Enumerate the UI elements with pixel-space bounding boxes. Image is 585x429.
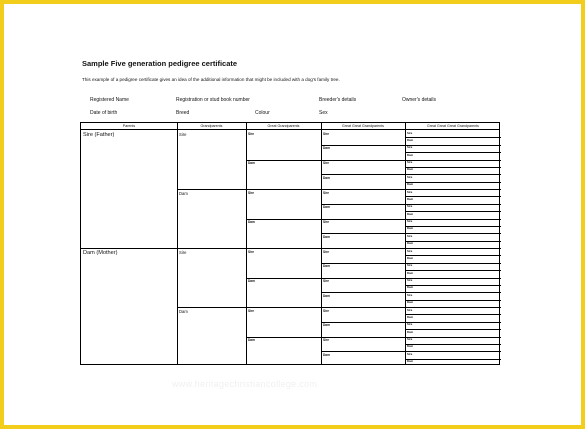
row-divider [177,189,501,190]
row-divider [246,337,501,338]
great-great-grandparent-label: Sire [323,131,330,136]
row-divider [246,160,501,161]
row-divider [405,182,501,183]
great-great-great-grandparent-label: Dam [407,226,414,231]
great-great-great-grandparent-label: Sire [407,233,413,238]
field-registered-name: Registered Name [90,97,129,103]
row-divider [405,285,501,286]
row-divider [177,307,501,308]
row-divider [405,226,501,227]
column-header-grandparents: Grandparents [200,124,223,128]
row-divider [405,196,501,197]
great-great-great-grandparent-label: Dam [407,285,414,290]
great-grandparent-label: Dam [248,338,255,343]
great-great-grandparent-label: Dam [323,205,330,210]
parent-label: Dam (Mother) [83,249,118,256]
great-great-great-grandparent-label: Dam [407,359,414,364]
row-divider [405,167,501,168]
great-great-grandparent-label: Sire [323,249,330,254]
field-date-of-birth: Date of birth [90,110,118,116]
great-grandparent-label: Sire [248,131,255,136]
great-great-great-grandparent-label: Sire [407,204,413,209]
great-great-grandparent-label: Dam [323,293,330,298]
great-great-great-grandparent-label: Sire [407,174,413,179]
row-divider [405,211,501,212]
great-grandparent-label: Sire [248,249,255,254]
pedigree-table [80,122,500,365]
row-divider [405,344,501,345]
great-great-great-grandparent-label: Sire [407,337,413,342]
row-divider [405,152,501,153]
great-great-great-grandparent-label: Sire [407,219,413,224]
parent-label: Sire (Father) [83,131,115,138]
great-grandparent-label: Dam [248,279,255,284]
column-header-parents: Parents [122,124,136,128]
great-grandparent-label: Sire [248,308,255,313]
great-great-grandparent-label: Dam [323,146,330,151]
great-great-grandparent-label: Dam [323,175,330,180]
great-grandparent-label: Dam [248,161,255,166]
great-great-great-grandparent-label: Dam [407,344,414,349]
great-great-great-grandparent-label: Sire [407,263,413,268]
great-great-great-grandparent-label: Dam [407,196,414,201]
column-header-great-great-grandparents: Great Great Grandparents [342,124,384,128]
column-divider [177,123,178,364]
great-great-great-grandparent-label: Dam [407,314,414,319]
great-great-grandparent-label: Sire [323,338,330,343]
field-breed: Breed [176,110,190,116]
grandparent-label: Dam [179,308,188,314]
great-great-great-grandparent-label: Sire [407,351,413,356]
great-great-great-grandparent-label: Sire [407,145,413,150]
great-great-great-grandparent-label: Dam [407,137,414,142]
great-grandparent-label: Dam [248,220,255,225]
great-great-grandparent-label: Dam [323,264,330,269]
great-great-great-grandparent-label: Sire [407,307,413,312]
great-great-great-grandparent-label: Dam [407,270,414,275]
row-divider [405,241,501,242]
row-divider [246,278,501,279]
table-header-row [81,123,499,130]
great-great-great-grandparent-label: Sire [407,292,413,297]
great-great-great-grandparent-label: Sire [407,160,413,165]
column-header-great-great-great-grandparents: Great Great Great Grandparents [427,124,479,128]
grandparent-label: Sire [179,249,187,255]
great-great-great-grandparent-label: Dam [407,241,414,246]
great-great-great-grandparent-label: Sire [407,248,413,253]
great-great-great-grandparent-label: Dam [407,211,414,216]
great-great-great-grandparent-label: Dam [407,152,414,157]
great-great-grandparent-label: Sire [323,161,330,166]
row-divider [246,219,501,220]
row-divider [405,329,501,330]
great-great-great-grandparent-label: Dam [407,255,414,260]
column-header-great-grandparents: Great Grandparents [267,124,300,128]
row-divider [405,359,501,360]
field-colour: Colour [255,110,270,116]
field-owner-details: Owner's details [402,97,437,103]
great-grandparent-label: Sire [248,190,255,195]
row-divider [405,314,501,315]
great-great-grandparent-label: Sire [323,220,330,225]
field-registration-number: Registration or stud book number [176,97,250,103]
row-divider [405,270,501,271]
grandparent-label: Dam [179,190,188,196]
row-divider [405,137,501,138]
great-great-grandparent-label: Dam [323,234,330,239]
certificate-page [4,4,581,425]
great-great-grandparent-label: Dam [323,352,330,357]
great-great-great-grandparent-label: Dam [407,182,414,187]
row-divider [405,255,501,256]
field-breeder-details: Breeder's details [319,97,357,103]
document-intro: This example of a pedigree certificate gives an idea of the additional information that might be included with a dog's family tree. [82,77,340,82]
watermark-text: www.heritagechristiancollege.com [172,379,318,389]
row-divider [405,300,501,301]
great-great-great-grandparent-label: Sire [407,278,413,283]
great-great-great-grandparent-label: Dam [407,167,414,172]
great-great-great-grandparent-label: Sire [407,130,413,135]
great-great-great-grandparent-label: Dam [407,329,414,334]
great-great-grandparent-label: Sire [323,190,330,195]
document-title: Sample Five generation pedigree certificate [82,59,238,68]
great-great-great-grandparent-label: Sire [407,322,413,327]
great-great-great-grandparent-label: Dam [407,300,414,305]
great-great-grandparent-label: Sire [323,308,330,313]
field-sex: Sex [319,110,328,116]
great-great-grandparent-label: Dam [323,323,330,328]
great-great-great-grandparent-label: Sire [407,189,413,194]
great-great-grandparent-label: Sire [323,279,330,284]
row-divider [81,248,501,249]
grandparent-label: Sire [179,131,187,137]
